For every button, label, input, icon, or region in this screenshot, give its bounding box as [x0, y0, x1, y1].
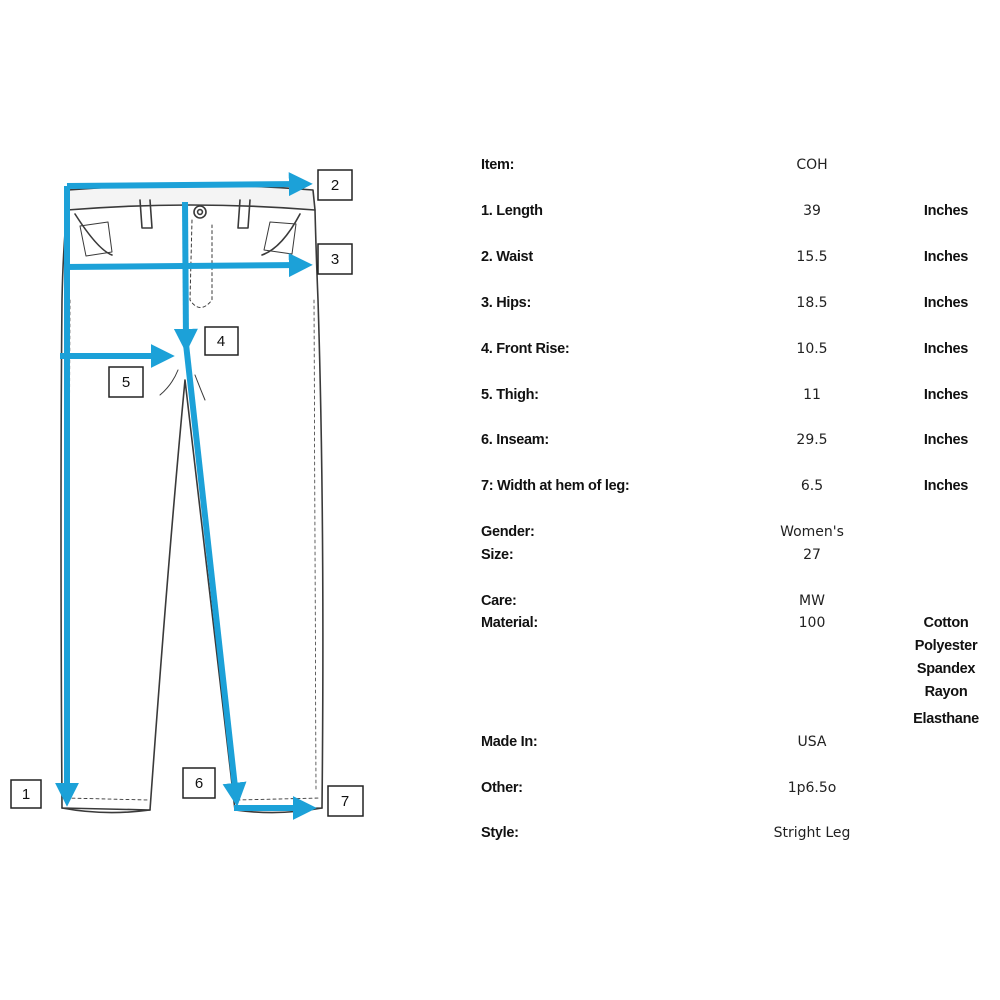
arrow-front-rise [185, 202, 186, 342]
inseam-unit: Inches [923, 432, 969, 448]
front-rise-value: 10.5 [796, 341, 828, 357]
row-style [0, 822, 1000, 844]
svg-text:6: 6 [194, 775, 204, 792]
length-value: 39 [803, 203, 821, 219]
row-hem-width [0, 475, 1000, 497]
svg-text:4: 4 [216, 333, 226, 350]
gender-value: Women's [780, 524, 844, 540]
length-label: 1. Length [481, 203, 543, 219]
other-label: Other: [481, 780, 523, 796]
other-value: 1p6.5o [787, 780, 837, 796]
hips-unit: Inches [923, 295, 969, 311]
material-value: 100 [798, 615, 826, 631]
svg-text:1: 1 [21, 786, 31, 803]
material-item: Rayon [924, 684, 968, 700]
material-item: Cotton [923, 615, 969, 631]
style-value: Stright Leg [773, 825, 851, 841]
row-material [0, 612, 1000, 634]
size-label: Size: [481, 547, 514, 563]
jeans-measurement-diagram [0, 0, 460, 1000]
row-front-rise [0, 338, 1000, 360]
row-hips [0, 292, 1000, 314]
inseam-value: 29.5 [796, 432, 828, 448]
gender-label: Gender: [481, 524, 535, 540]
hem-width-value: 6.5 [800, 478, 824, 494]
row-inseam [0, 429, 1000, 451]
waist-label: 2. Waist [481, 249, 533, 265]
row-gender [0, 521, 1000, 543]
front-rise-unit: Inches [923, 341, 969, 357]
svg-text:2: 2 [330, 177, 340, 194]
care-label: Care: [481, 593, 517, 609]
row-care [0, 590, 1000, 612]
row-thigh [0, 384, 1000, 406]
row-length [0, 200, 1000, 222]
svg-text:3: 3 [330, 251, 340, 268]
row-waist [0, 246, 1000, 268]
size-value: 27 [803, 547, 821, 563]
material-item: Elasthane [913, 711, 979, 727]
item-value: COH [796, 157, 828, 173]
waist-unit: Inches [923, 249, 969, 265]
hem-width-label: 7: Width at hem of leg: [481, 478, 630, 494]
hem-width-unit: Inches [923, 478, 969, 494]
thigh-unit: Inches [923, 387, 969, 403]
material-item: Spandex [916, 661, 976, 677]
waist-value: 15.5 [796, 249, 828, 265]
made-in-value: USA [797, 734, 827, 750]
row-size [0, 544, 1000, 566]
inseam-label: 6. Inseam: [481, 432, 549, 448]
made-in-label: Made In: [481, 734, 538, 750]
thigh-label: 5. Thigh: [481, 387, 539, 403]
svg-text:5: 5 [121, 374, 131, 391]
svg-text:7: 7 [340, 793, 350, 810]
material-item: Polyester [914, 638, 978, 654]
row-item [0, 154, 1000, 176]
care-value: MW [799, 593, 825, 609]
hips-value: 18.5 [796, 295, 828, 311]
item-label: Item: [481, 157, 515, 173]
hips-label: 3. Hips: [481, 295, 531, 311]
style-label: Style: [481, 825, 519, 841]
front-rise-label: 4. Front Rise: [481, 341, 570, 357]
arrow-waist [67, 184, 302, 186]
row-other [0, 777, 1000, 799]
arrow-inseam [186, 344, 236, 796]
jeans-sketch [61, 185, 323, 813]
material-list [900, 612, 992, 731]
length-unit: Inches [923, 203, 969, 219]
material-label: Material: [481, 615, 538, 631]
thigh-value: 11 [803, 387, 821, 403]
row-made-in [0, 731, 1000, 753]
